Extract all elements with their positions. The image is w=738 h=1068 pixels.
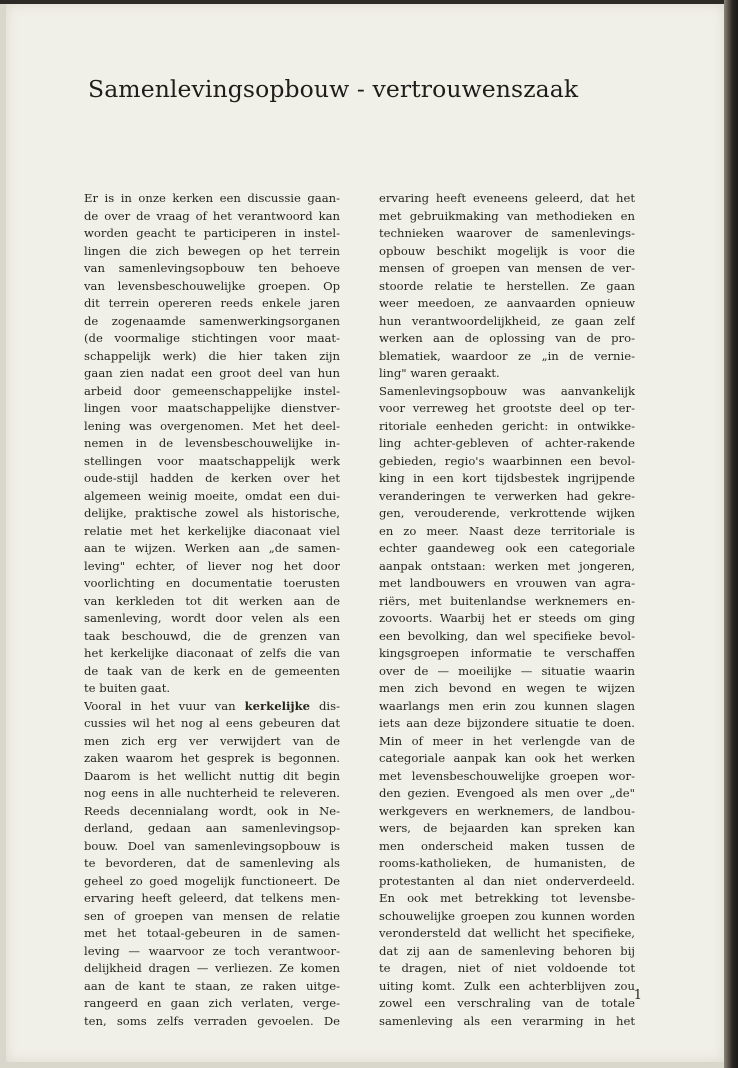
text-line: ervaring heeft eveneens geleerd, dat het — [379, 191, 635, 205]
text-line: te bevorderen, dat de samenleving als — [84, 856, 340, 870]
text-line: van samenlevingsopbouw ten behoeve — [84, 261, 340, 275]
text-line: waarlangs men erin zou kunnen slagen — [379, 698, 635, 713]
text-line: aan te wijzen. Werken aan „de samen- — [84, 541, 340, 555]
text-line: van kerkleden tot dit werken aan de — [84, 593, 340, 608]
text-line: voorlichting en documentatie toerusten — [84, 576, 340, 590]
text-line: zaken waarom het gesprek is begonnen. — [84, 751, 340, 765]
text-line: ervaring heeft geleerd, dat telkens men- — [84, 891, 340, 905]
text-line: uiting komt. Zulk een achterblijven zou — [379, 978, 635, 993]
text-column-left — [84, 190, 340, 1030]
text-line: met landbouwers en vrouwen van agra- — [379, 576, 635, 590]
text-line: En ook met betrekking tot levensbe- — [379, 891, 635, 905]
text-line: ritoriale eenheden gericht: in ontwikke- — [379, 418, 635, 433]
text-line: met gebruikmaking van methodieken en — [379, 208, 635, 223]
text-line: aan de kant te staan, ze raken uitge- — [84, 978, 340, 993]
text-line: lingen voor maatschappelijke dienstver- — [84, 401, 340, 415]
text-line: schappelijk werk) die hier taken zijn — [84, 348, 340, 363]
text-line: Samenlevingsopbouw was aanvankelijk — [379, 383, 635, 398]
text-line: bouw. Doel van samenlevingsopbouw is — [84, 838, 340, 853]
text-line: (de voormalige stichtingen voor maat- — [84, 331, 340, 345]
text-line: aanpak ontstaan: werken met jongeren, — [379, 558, 635, 573]
text-line: veranderingen te verwerken had gekre- — [379, 488, 635, 503]
text-line: leving — waarvoor ze toch verantwoor- — [84, 943, 340, 958]
text-line: nog eens in alle nuchterheid te releveren. — [84, 786, 340, 800]
text-line: men zich bevond en wegen te wijzen — [379, 681, 635, 695]
text-line: wers, de bejaarden kan spreken kan — [379, 821, 635, 835]
text-line: weer meedoen, ze aanvaarden opnieuw — [379, 296, 635, 310]
text-line: samenleving, wordt door velen als een — [84, 611, 340, 625]
page-number: 1 — [633, 988, 642, 1003]
text-line: nemen in de levensbeschouwelijke in- — [84, 436, 340, 450]
text-line: ten, soms zelfs verraden gevoelen. De — [84, 1013, 340, 1028]
text-line: men onderscheid maken tussen de — [379, 838, 635, 853]
text-line: lingen die zich bewegen op het terrein — [84, 243, 340, 258]
text-line: werken aan de oplossing van de pro- — [379, 331, 635, 345]
text-line: oude-stijl hadden de kerken over het — [84, 471, 340, 485]
text-line: leving" echter, of liever nog het door — [84, 558, 340, 573]
text-line: den gezien. Evengoed als men over „de" — [379, 786, 635, 800]
text-line: opbouw beschikt mogelijk is voor die — [379, 243, 635, 258]
text-line: Reeds decennialang wordt, ook in Ne- — [84, 803, 340, 818]
text-line: gaan zien nadat een groot deel van hun — [84, 366, 340, 380]
text-line: echter gaandeweg ook een categoriale — [379, 541, 635, 555]
text-line: men zich erg ver verwijdert van de — [84, 733, 340, 748]
text-line: Er is in onze kerken een discussie gaan- — [84, 191, 340, 205]
text-line: king in een kort tijdsbestek ingrijpende — [379, 471, 635, 485]
text-line: gebieden, regio's waarbinnen een bevol- — [379, 453, 635, 468]
text-line: technieken waarover de samenlevings- — [379, 226, 635, 240]
text-line: verondersteld dat wellicht het specifieke, — [379, 926, 635, 940]
text-line: gen, verouderende, verkrottende wijken — [379, 506, 635, 520]
text-line: zowel een verschraling van de totale — [379, 996, 635, 1010]
text-line: ling" waren geraakt. — [379, 366, 500, 380]
text-line: rooms-katholieken, de humanisten, de — [379, 856, 635, 870]
text-line: cussies wil het nog al eens gebeuren dat — [84, 716, 340, 730]
text-line: rangeerd en gaan zich verlaten, verge- — [84, 996, 340, 1010]
text-line: mensen of groepen van mensen de ver- — [379, 261, 635, 275]
text-line: Vooral in het vuur van kerkelijke dis- — [84, 698, 340, 713]
text-line: blematiek, waardoor ze „in de vernie- — [379, 348, 635, 363]
text-line: dit terrein opereren reeds enkele jaren — [84, 296, 340, 310]
text-line: stellingen voor maatschappelijk werk — [84, 453, 340, 468]
text-line: de taak van de kerk en de gemeenten — [84, 663, 340, 678]
text-line: dat zij aan de samenleving behoren bij — [379, 943, 635, 958]
text-line: met levensbeschouwelijke groepen wor- — [379, 768, 635, 783]
text-line: te dragen, niet of niet voldoende tot — [379, 961, 635, 975]
text-line: categoriale aanpak kan ook het werken — [379, 751, 635, 765]
text-line: het kerkelijke diaconaat of zelfs die van — [84, 646, 340, 660]
text-line: zovoorts. Waarbij het er steeds om ging — [379, 611, 635, 625]
text-line: Min of meer in het verlengde van de — [379, 733, 635, 748]
text-line: voor verreweg het grootste deel op ter- — [379, 401, 635, 415]
text-line: sen of groepen van mensen de relatie — [84, 908, 340, 923]
text-line: delijkheid dragen — verliezen. Ze komen — [84, 961, 340, 975]
text-line: arbeid door gemeenschappelijke instel- — [84, 383, 340, 398]
text-line: delijke, praktische zowel als historische, — [84, 506, 340, 520]
text-column-right — [379, 190, 635, 1030]
text-line: ling achter-gebleven of achter-rakende — [379, 436, 635, 450]
text-line: derland, gedaan aan samenlevingsop- — [84, 821, 340, 835]
text-line: riërs, met buitenlandse werknemers en- — [379, 593, 635, 608]
text-line: relatie met het kerkelijke diaconaat viel — [84, 523, 340, 538]
text-line: stoorde relatie te herstellen. Ze gaan — [379, 278, 635, 293]
text-line: algemeen weinig moeite, omdat een dui- — [84, 488, 340, 503]
text-line: iets aan deze bijzondere situatie te doen. — [379, 716, 635, 730]
text-line: met het totaal-gebeuren in de samen- — [84, 926, 340, 940]
text-line: van levensbeschouwelijke groepen. Op — [84, 278, 340, 293]
text-line: Daarom is het wellicht nuttig dit begin — [84, 768, 340, 783]
text-line: een bevolking, dan wel specifieke bevol- — [379, 628, 635, 643]
text-line: schouwelijke groepen zou kunnen worden — [379, 908, 635, 923]
text-line: samenleving als een verarming in het — [379, 1013, 635, 1028]
text-line: te buiten gaat. — [84, 681, 171, 695]
text-line: geheel zo goed mogelijk functioneert. De — [84, 873, 340, 888]
text-line: over de — moeilijke — situatie waarin — [379, 663, 635, 678]
text-line: worden geacht te participeren in instel- — [84, 226, 340, 240]
text-line: de zogenaamde samenwerkingsorganen — [84, 313, 340, 328]
text-line: en zo meer. Naast deze territoriale is — [379, 523, 635, 538]
text-line: de over de vraag of het verantwoord kan — [84, 208, 340, 223]
article-title: Samenlevingsopbouw - vertrouwenszaak — [88, 75, 579, 103]
text-line: protestanten al dan niet onderverdeeld. — [379, 873, 635, 888]
text-line: hun verantwoordelijkheid, ze gaan zelf — [379, 313, 635, 328]
text-line: kingsgroepen informatie te verschaffen — [379, 646, 635, 660]
text-line: werkgevers en werknemers, de landbou- — [379, 803, 635, 818]
scan-binding-edge — [724, 0, 738, 1068]
text-line: lening was overgenomen. Met het deel- — [84, 418, 340, 433]
text-line: taak beschouwd, die de grenzen van — [84, 628, 340, 643]
